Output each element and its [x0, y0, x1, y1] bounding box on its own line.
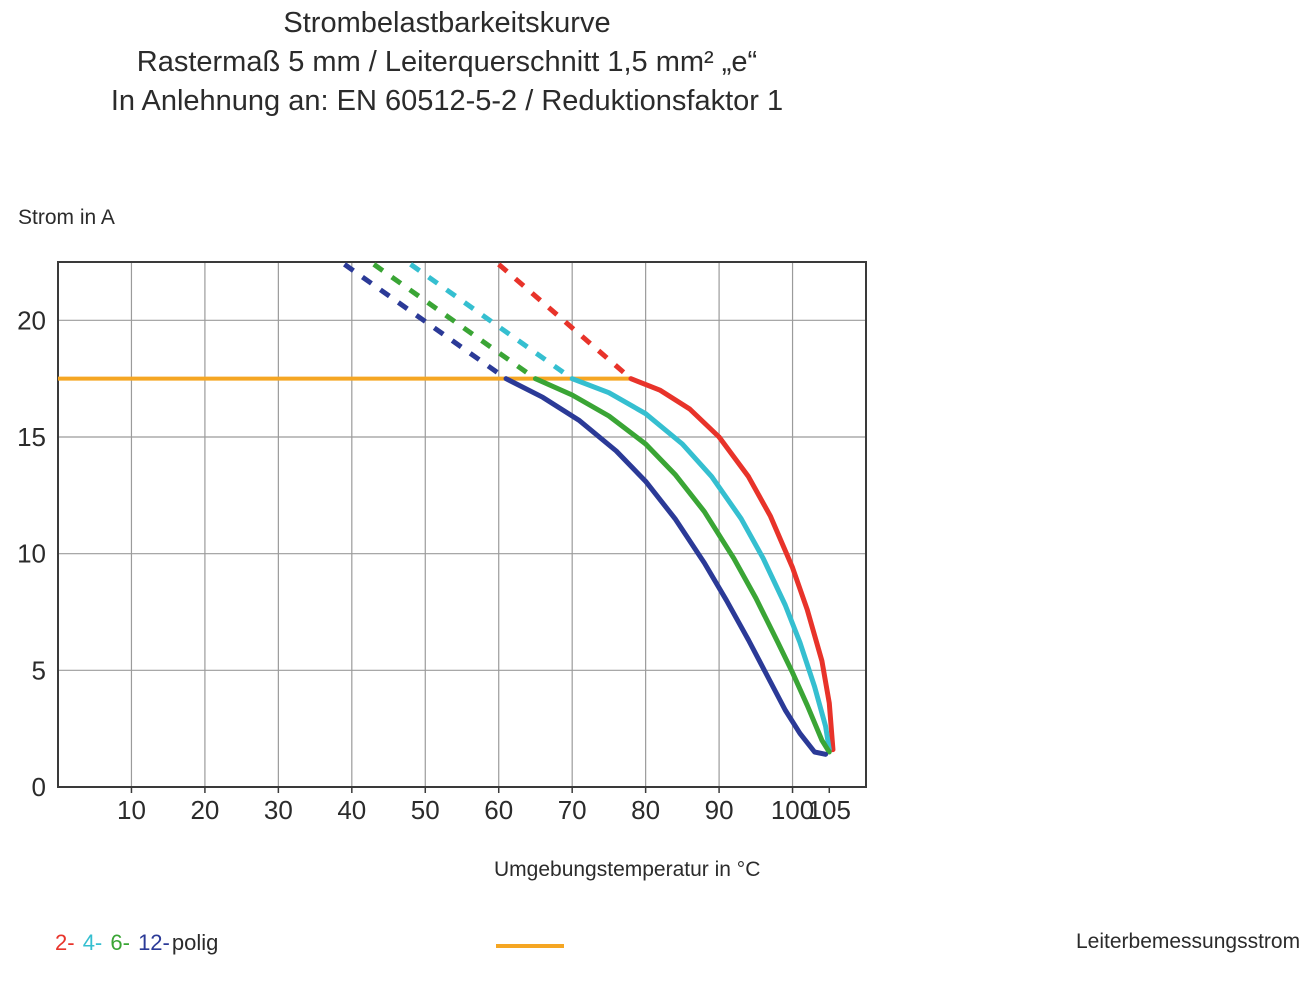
x-tick-label: 10 — [116, 795, 146, 825]
x-tick-label: 50 — [410, 795, 440, 825]
x-tick-label: 90 — [704, 795, 734, 825]
series-solid-6-polig — [535, 379, 829, 752]
x-tick-label: 20 — [190, 795, 220, 825]
x-tick-label: 60 — [484, 795, 514, 825]
legend-poles-suffix: polig — [171, 930, 219, 955]
series-dashed-4-polig — [411, 264, 573, 378]
chart-legend — [0, 930, 1300, 980]
y-tick-label: 15 — [17, 422, 46, 452]
title-line-3: In Anlehnung an: EN 60512-5-2 / Reduktionsfaktor 1 — [110, 85, 784, 117]
legend-poles — [55, 930, 220, 956]
y-axis-label: Strom in A — [18, 206, 115, 229]
legend-item-6-polig: 6- — [110, 930, 130, 955]
x-tick-label: 70 — [557, 795, 587, 825]
series-solid-12-polig — [506, 379, 826, 755]
legend-item-12-polig: 12- — [138, 930, 170, 955]
x-tick-label: 30 — [263, 795, 293, 825]
legend-swatch-rated-current — [496, 944, 564, 948]
y-tick-label: 20 — [17, 305, 46, 336]
series-dashed-2-polig — [499, 264, 631, 378]
title-line-2: Rastermaß 5 mm / Leiterquerschnitt 1,5 mm² „e“ — [136, 46, 758, 78]
x-tick-label: 100 — [770, 795, 815, 825]
legend-item-4-polig: 4- — [82, 930, 103, 955]
x-tick-label: 40 — [337, 795, 367, 825]
y-tick-label: 5 — [31, 655, 46, 686]
legend-current-label: Leiterbemessungsstrom — [1076, 930, 1300, 953]
series-dashed-6-polig — [374, 264, 536, 378]
legend-item-2-polig: 2- — [55, 930, 75, 955]
y-tick-label: 10 — [17, 538, 46, 569]
x-tick-label: 105 — [807, 795, 851, 825]
x-axis-label: Umgebungstemperatur in °C — [494, 858, 761, 881]
title-line-1: Strombelastbarkeitskurve — [283, 7, 611, 39]
y-tick-label: 0 — [31, 772, 46, 802]
x-tick-label: 80 — [631, 795, 661, 825]
